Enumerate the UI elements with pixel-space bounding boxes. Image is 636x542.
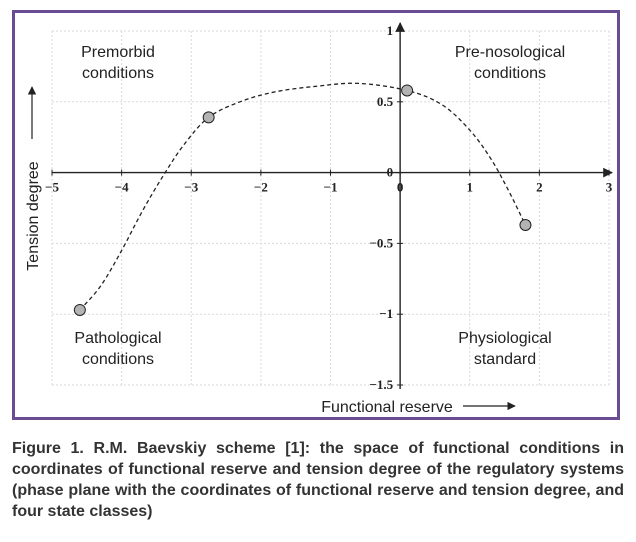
points-layer (74, 85, 531, 315)
data-point (74, 304, 85, 315)
data-point (203, 112, 214, 123)
figure-caption: Figure 1. R.M. Baevskiy scheme [1]: the space of functional conditions in coordinates of functional reserve and tension degree of the regulatory systems (phase plane with the coordinates of functional reserve and tension degree, and four state classes) (12, 440, 624, 520)
x-tick-label: −5 (45, 179, 59, 195)
x-tick-label: −4 (114, 179, 129, 195)
quadrant-label-line: Premorbid (81, 44, 155, 61)
quadrant-label-line: Pre-nosological (454, 44, 566, 61)
x-tick-label: −3 (184, 179, 199, 195)
y-tick-label: 0.5 (376, 93, 394, 109)
x-tick-label: 2 (536, 179, 543, 195)
trajectory-curve (80, 83, 526, 310)
x-axis-title: Functional reserve (321, 399, 453, 416)
y-tick-label: −0.5 (369, 235, 394, 251)
quadrant-label-top-right (455, 44, 565, 82)
x-tick-label: 0 (396, 179, 404, 195)
x-tick-label: −2 (253, 179, 268, 195)
x-tick-label: 1 (466, 179, 473, 195)
quadrant-labels (74, 44, 565, 368)
phase-plane-chart (15, 13, 617, 417)
quadrant-label-line: conditions (473, 65, 547, 82)
y-tick-label: 0 (386, 164, 394, 180)
y-tick-label: −1 (379, 306, 394, 322)
data-point (520, 219, 531, 230)
quadrant-label-bottom-right (458, 330, 551, 368)
quadrant-label-bottom-left (74, 330, 161, 368)
curve-layer (80, 83, 526, 310)
y-tick-label: 1 (386, 23, 394, 38)
quadrant-label-line: conditions (81, 65, 155, 82)
quadrant-label-top-left (81, 44, 155, 82)
figure-frame (12, 10, 620, 420)
quadrant-label-line: standard (473, 351, 537, 368)
x-tick-label: 3 (605, 179, 613, 195)
y-axis-title: Tension degree (25, 161, 42, 271)
quadrant-label-line: Pathological (74, 330, 162, 347)
quadrant-label-line: conditions (81, 351, 155, 368)
y-tick-label: −1.5 (369, 377, 394, 392)
data-point (402, 85, 413, 96)
x-tick-label: −1 (323, 179, 338, 195)
quadrant-label-line: Physiological (458, 330, 552, 347)
